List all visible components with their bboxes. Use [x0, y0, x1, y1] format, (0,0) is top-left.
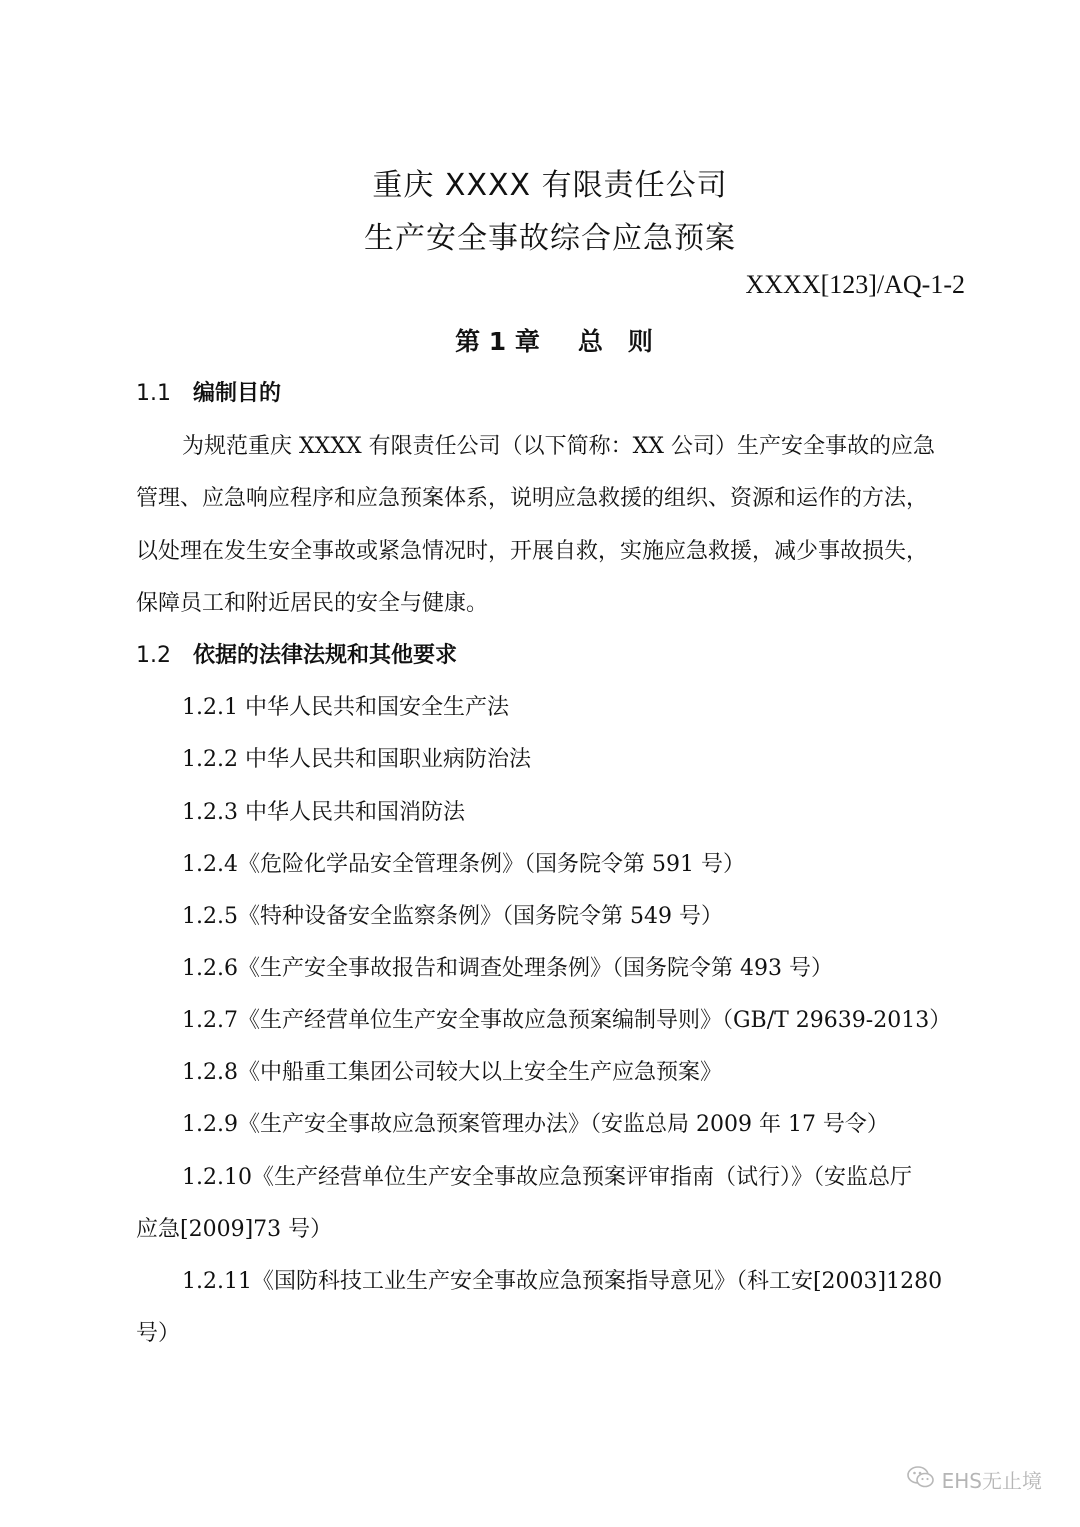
list-item: 1.2.10《生产经营单位生产安全事故应急预案评审指南（试行）》（安监总厅 — [182, 1165, 912, 1190]
wechat-icon — [906, 1464, 936, 1495]
list-item: 1.2.4《危险化学品安全管理条例》（国务院令第 591 号） — [182, 852, 745, 877]
list-item-continuation: 号） — [136, 1321, 181, 1346]
watermark-text: EHS无止境 — [941, 1469, 1042, 1493]
list-item: 1.2.7《生产经营单位生产安全事故应急预案编制导则》（GB/T 29639-2013） — [182, 1008, 952, 1033]
list-item: 1.2.8《中船重工集团公司较大以上安全生产应急预案》 — [182, 1060, 722, 1085]
list-item: 1.2.1 中华人民共和国安全生产法 — [182, 695, 509, 720]
paragraph-line: 管理、应急响应程序和应急预案体系，说明应急救援的组织、资源和运作的方法， — [136, 486, 929, 511]
list-item: 1.2.5《特种设备安全监察条例》（国务院令第 549 号） — [182, 904, 723, 929]
paragraph-line: 以处理在发生安全事故或紧急情况时，开展自救，实施应急救援，减少事故损失， — [136, 539, 929, 564]
list-item-continuation: 应急[2009]73 号） — [136, 1217, 333, 1242]
section-heading-1-1 — [136, 376, 281, 407]
section-number: 1.2 — [136, 643, 171, 668]
watermark — [906, 1464, 1042, 1495]
list-item: 1.2.6《生产安全事故报告和调查处理条例》（国务院令第 493 号） — [182, 956, 833, 981]
chapter-title: 总 则 — [577, 327, 653, 356]
section-number: 1.1 — [136, 381, 171, 406]
paragraph-line: 为规范重庆 XXXX 有限责任公司（以下简称：XX 公司）生产安全事故的应急 — [182, 434, 935, 459]
document-number: XXXX[123]/AQ-1-2 — [745, 270, 965, 299]
list-item: 1.2.9《生产安全事故应急预案管理办法》（安监总局 2009 年 17 号令） — [182, 1112, 889, 1137]
document-title-plan: 生产安全事故综合应急预案 — [364, 221, 736, 256]
list-item: 1.2.3 中华人民共和国消防法 — [182, 800, 465, 825]
chapter-number: 第 1 章 — [455, 327, 540, 356]
section-heading-1-2 — [136, 638, 457, 669]
chapter-heading — [0, 322, 1080, 358]
section-title: 编制目的 — [193, 381, 282, 406]
list-item: 1.2.11《国防科技工业生产安全事故应急预案指导意见》（科工安[2003]1280 — [182, 1269, 943, 1294]
document-title-company: 重庆 XXXX 有限责任公司 — [372, 168, 728, 203]
list-item: 1.2.2 中华人民共和国职业病防治法 — [182, 747, 531, 772]
section-title: 依据的法律法规和其他要求 — [193, 643, 458, 668]
paragraph-line: 保障员工和附近居民的安全与健康。 — [136, 591, 489, 616]
